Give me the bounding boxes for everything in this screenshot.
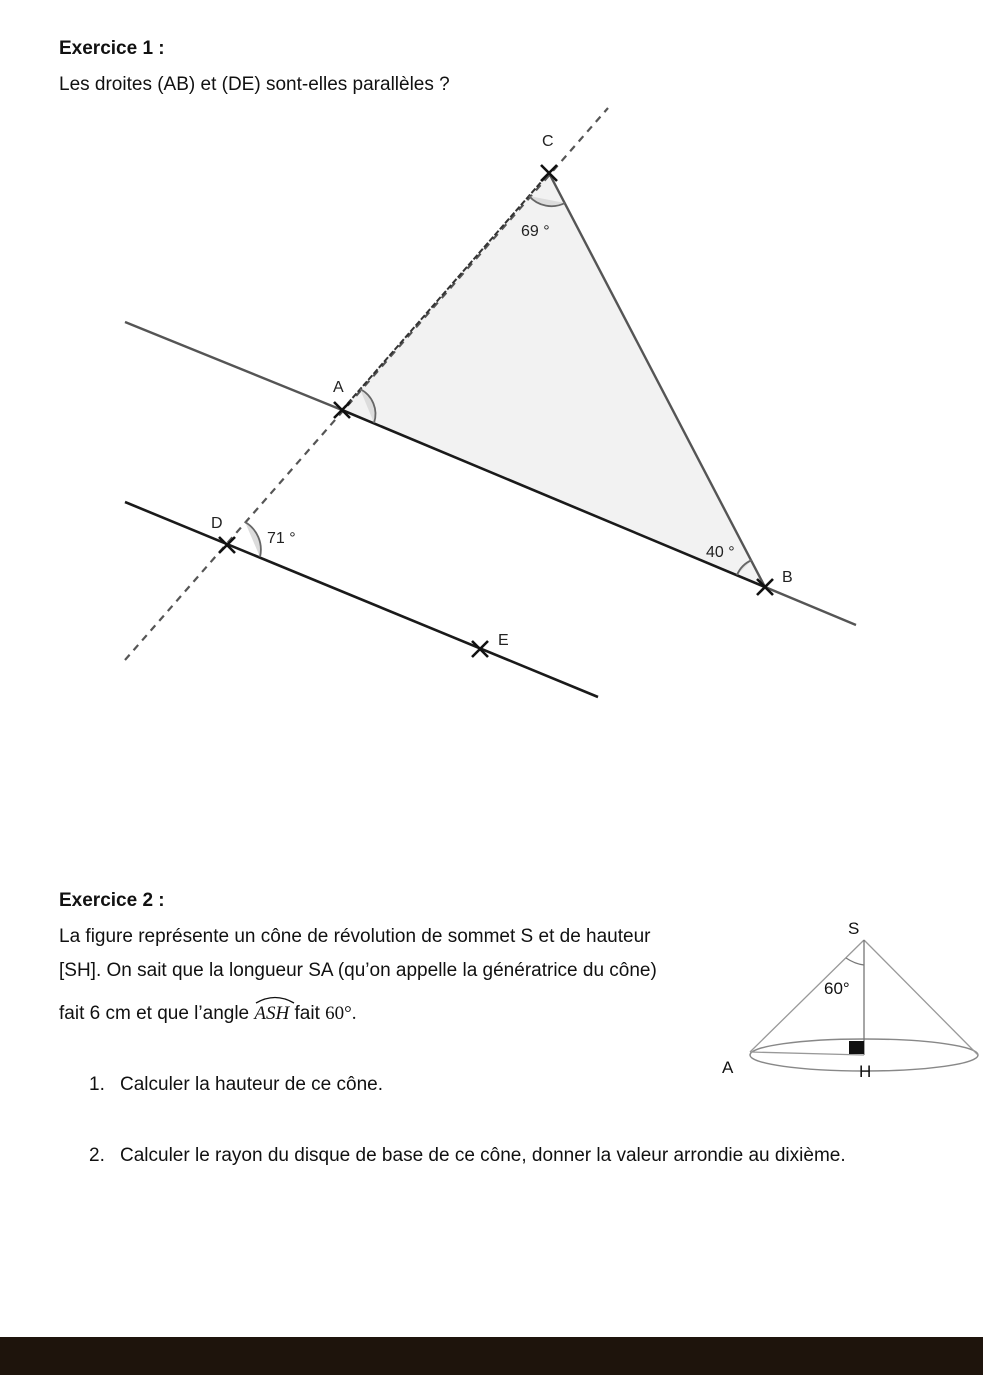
exercise1-title: Exercice 1 : <box>59 38 165 59</box>
cross-b <box>757 579 773 595</box>
cone-figure <box>713 910 983 1090</box>
label-a2: A <box>722 1058 734 1077</box>
line3-middle: fait <box>289 1003 326 1024</box>
list-item-1 <box>89 1074 383 1096</box>
angle-arc-s <box>846 958 864 965</box>
line-ab <box>125 322 342 410</box>
line-de <box>125 502 598 697</box>
item-number: 1. <box>89 1074 105 1095</box>
right-angle-marker <box>849 1041 864 1054</box>
angle-label-s: 60° <box>824 979 850 998</box>
item-text: Calculer la hauteur de ce cône. <box>120 1074 383 1095</box>
angle-ash: ASH <box>254 1003 289 1025</box>
label-h: H <box>859 1062 872 1081</box>
exercise2-line1: La figure représente un cône de révolution de sommet S et de hauteur <box>59 926 651 947</box>
label-b: B <box>782 569 793 586</box>
exercise1-question: Les droites (AB) et (DE) sont-elles parallèles ? <box>59 74 450 95</box>
item-text: Calculer le rayon du disque de base de ce cône, donner la valeur arrondie au dixième. <box>120 1145 846 1166</box>
cross-e <box>472 641 488 657</box>
label-a: A <box>333 379 344 396</box>
cone-side-right <box>864 940 978 1055</box>
label-s: S <box>848 919 860 938</box>
angle-label-c: 69 ° <box>521 223 550 240</box>
exercise2-line2: [SH]. On sait que la longueur SA (qu’on appelle la génératrice du cône) <box>59 960 657 981</box>
angle-label-d: 71 ° <box>267 530 296 547</box>
footer-bar <box>0 1337 983 1375</box>
angle-label-b: 40 ° <box>706 544 735 561</box>
line3-value: 60°. <box>325 1003 357 1024</box>
line-ab-extension <box>765 587 856 625</box>
triangle-abc <box>342 173 765 587</box>
list-item-2 <box>89 1145 846 1167</box>
angle-hat-icon <box>254 994 296 1004</box>
exercise2-line3 <box>59 1003 356 1025</box>
exercise2-title: Exercice 2 : <box>59 890 165 911</box>
label-e: E <box>498 632 509 649</box>
radius-ah <box>750 1052 864 1055</box>
item-number: 2. <box>89 1145 105 1166</box>
label-d: D <box>211 515 223 532</box>
line3-prefix: fait 6 cm et que l’angle <box>59 1003 255 1024</box>
label-c: C <box>542 133 554 150</box>
